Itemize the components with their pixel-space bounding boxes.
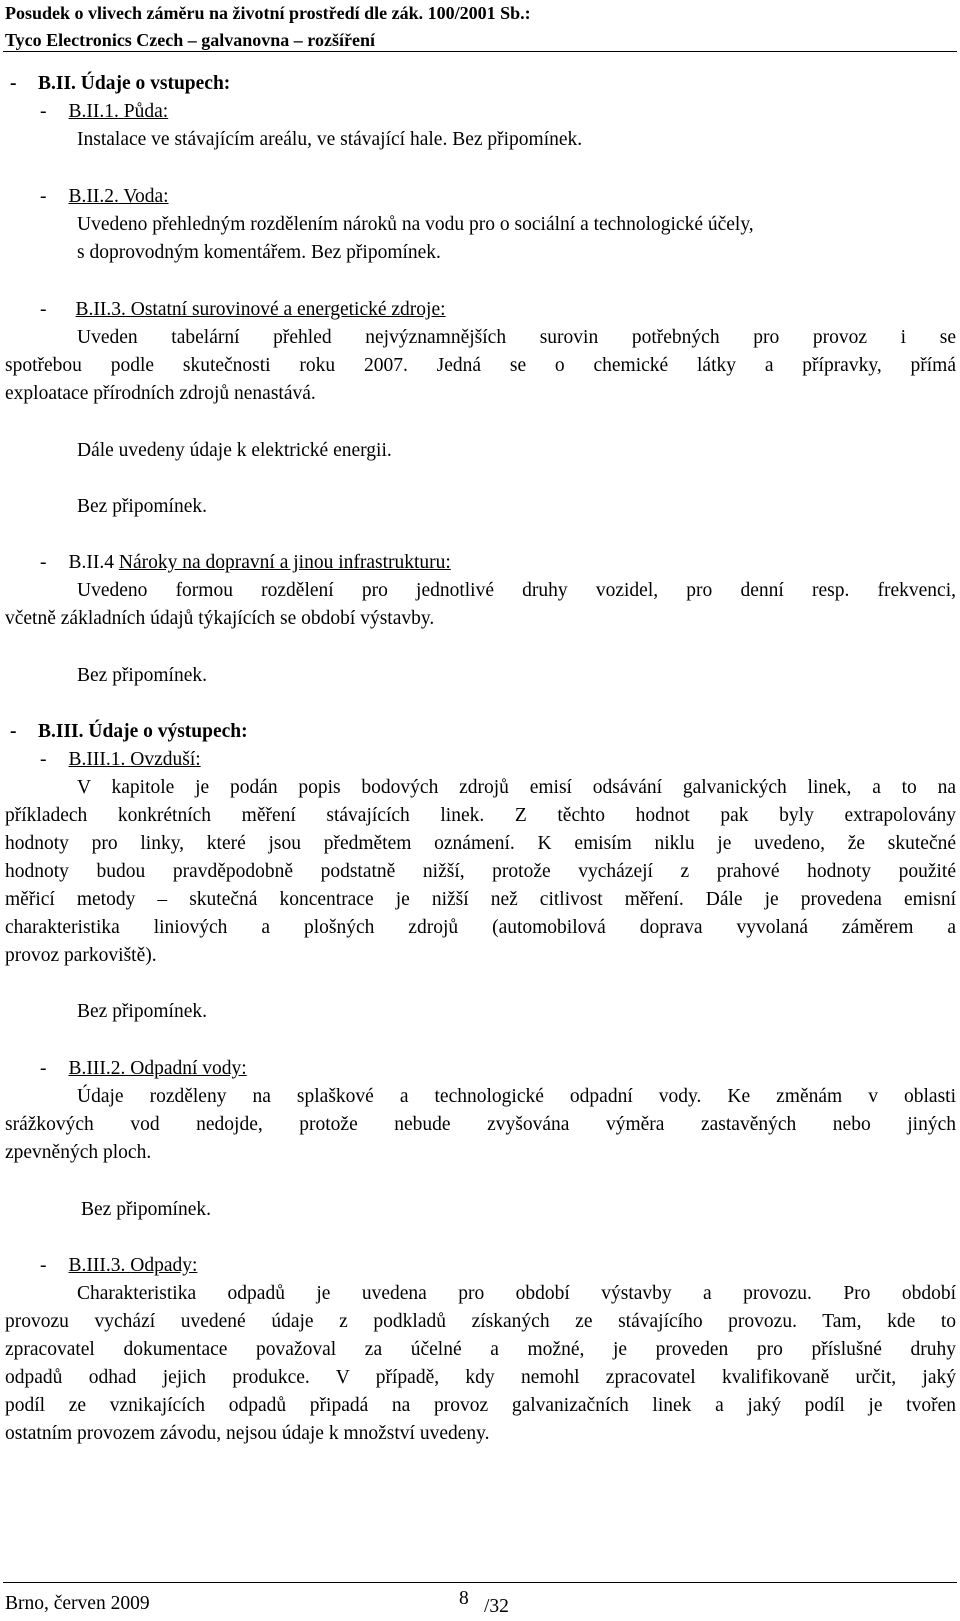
paragraph-line: Uvedeno formou rozdělení pro jednotlivé druhy vozidel, pro denní resp. frekvenci, — [77, 580, 956, 601]
paragraph-line: spotřebou podle skutečnosti roku 2007. Jedná se o chemické látky a přípravky, přímá — [5, 355, 956, 376]
paragraph-line: Dále uvedeny údaje k elektrické energii. — [77, 440, 392, 461]
footer-page-total: /32 — [484, 1596, 509, 1617]
paragraph-line: odpadů odhad jejich produkce. V případě, kdy nemohl zpracovatel kvalifikovaně určit, jaký — [5, 1367, 956, 1388]
paragraph-line: příkladech konkrétních měření stávajících linek. Z těchto hodnot pak byly extrapolovány — [5, 805, 956, 826]
subsection-b2-1-text: Instalace ve stávajícím areálu, ve stávající hale. Bez připomínek. — [77, 129, 583, 150]
paragraph-line: Uvedeno přehledným rozdělením nároků na vodu pro o sociální a technologické účely, — [77, 214, 754, 235]
paragraph-line: hodnoty pro linky, které jsou předmětem oznámení. K emisím niklu je uvedeno, že skutečné — [5, 833, 956, 854]
subsection-b3-2-heading: - B.III.2. Odpadní vody: — [40, 1058, 247, 1079]
paragraph-line: zpracovatel dokumentace považoval za účelné a možné, je proveden pro příslušné druhy — [5, 1339, 956, 1360]
remark-no-comments: Bez připomínek. — [77, 665, 207, 686]
subsection-b2-2-heading: - B.II.2. Voda: — [40, 186, 169, 207]
page-header — [5, 0, 531, 54]
paragraph-line: s doprovodným komentářem. Bez připomínek. — [77, 242, 441, 263]
paragraph-line: Charakteristika odpadů je uvedena pro období výstavby a provozu. Pro období — [77, 1283, 956, 1304]
footer-date: Brno, červen 2009 — [5, 1593, 150, 1614]
footer-page-number: 8 — [459, 1588, 469, 1609]
remark-no-comments: Bez připomínek. — [81, 1199, 211, 1220]
paragraph-line: Údaje rozděleny na splaškové a technologické odpadní vody. Ke změnám v oblasti — [77, 1086, 956, 1107]
paragraph-line: provoz parkoviště). — [5, 945, 157, 966]
paragraph-line: srážkových vod nedojde, protože nebude zvyšována výměra zastavěných nebo jiných — [5, 1114, 956, 1135]
paragraph-line: měřicí metody – skutečná koncentrace je nižší než citlivost měření. Dále je provedena emisní — [5, 889, 956, 910]
subsection-b3-1-heading: - B.III.1. Ovzduší: — [40, 749, 201, 770]
paragraph-line: podíl ze vznikajících odpadů připadá na provoz galvanizačních linek a jaký podíl je tvořen — [5, 1395, 956, 1416]
paragraph-line: exploatace přírodních zdrojů nenastává. — [5, 383, 316, 404]
paragraph-line: včetně základních údajů týkajících se období výstavby. — [5, 608, 435, 629]
remark-no-comments: Bez připomínek. — [77, 496, 207, 517]
subsection-b2-1-heading: - B.II.1. Půda: — [40, 101, 169, 122]
header-line-1: Posudek o vlivech záměru na životní prostředí dle zák. 100/2001 Sb.: — [5, 3, 531, 23]
paragraph-line: provozu vychází uvedené údaje z podkladů získaných ze stávajícího provozu. Tam, kde to — [5, 1311, 956, 1332]
header-divider — [3, 51, 957, 52]
paragraph-line: V kapitole je podán popis bodových zdrojů emisí odsávání galvanických linek, a to na — [77, 777, 956, 798]
paragraph-line: hodnoty budou pravděpodobně podstatně nižší, protože vycházejí z prahové hodnoty použité — [5, 861, 956, 882]
subsection-b3-3-heading: - B.III.3. Odpady: — [40, 1255, 198, 1276]
paragraph-line: ostatním provozem závodu, nejsou údaje k množství uvedeny. — [5, 1423, 490, 1444]
paragraph-line: zpevněných ploch. — [5, 1142, 152, 1163]
paragraph-line: Uveden tabelární přehled nejvýznamnějších surovin potřebných pro provoz i se — [77, 327, 956, 348]
subsection-b2-4-heading: - B.II.4 Nároky na dopravní a jinou infrastrukturu: — [40, 552, 451, 573]
header-line-2: Tyco Electronics Czech – galvanovna – rozšíření — [5, 30, 375, 50]
footer-divider — [3, 1582, 957, 1583]
remark-no-comments: Bez připomínek. — [77, 1001, 207, 1022]
paragraph-line: charakteristika liniových a plošných zdrojů (automobilová doprava vyvolaná záměrem a — [5, 917, 956, 938]
section-b2-heading: - B.II. Údaje o vstupech: — [10, 73, 231, 94]
subsection-b2-3-heading: - B.II.3. Ostatní surovinové a energetické zdroje: — [40, 299, 446, 320]
section-b3-heading: - B.III. Údaje o výstupech: — [10, 721, 248, 742]
